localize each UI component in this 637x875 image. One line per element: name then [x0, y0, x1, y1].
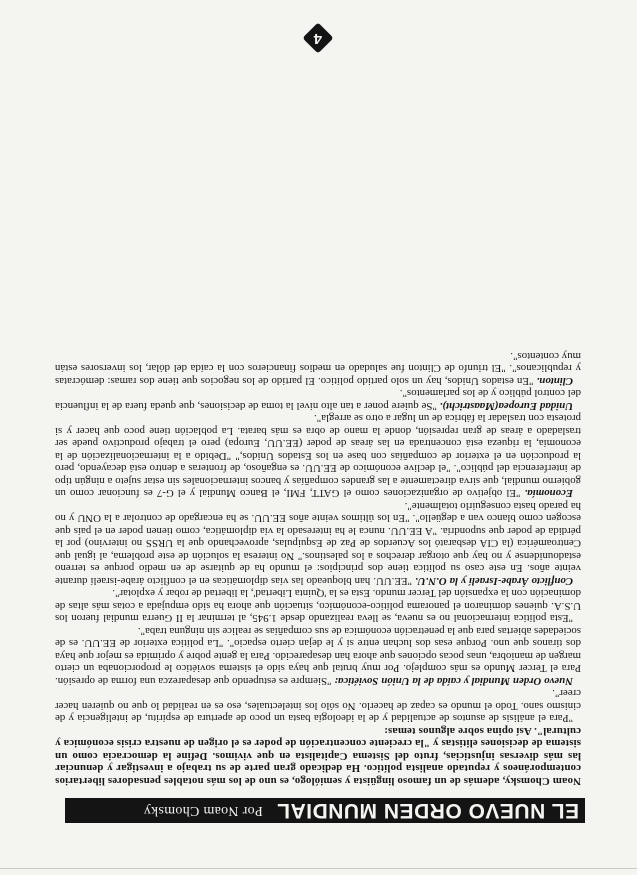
paragraph-lead: Economía.: [524, 487, 573, 500]
paragraph-lead: Clinton.: [536, 375, 573, 387]
article-paragraph: [55, 587, 581, 625]
paragraph-text: "EE.UU. han bloqueado las vías diplomáticas en el conflicto árabe-israelí durante veinte años. En este caso su política tiene dos principios: el mundo ha de quitarse de en medio porque es terreno estadounidense y no hay que otorgar derechos a los palestinos." No interesa la solución de este problema, al igual que Centroamérica (la CIA desbarató los Acuerdos de Paz de Esquipulas, aprovechando que la URSS no intervino) por la pérdida de poder que supondría. "A EE.UU. nunca le ha interesado la vía diplomática, como tienen poder en el país que escogen como blanco van a degüello". "En los últimos veinte años EE.UU. se ha encargado de controlar a la ONU y no ha parado hasta conseguirlo totalmente".: [55, 500, 581, 587]
page-number: 4: [314, 30, 323, 47]
article-paragraph: [55, 687, 581, 725]
paragraph-text: "Se quiere poner a tan alto nivel la toma de decisiones, que queda fuera de la influencia del control público y de los parlamentos".: [55, 387, 581, 412]
article-paragraph: [55, 500, 581, 588]
page-edge-line: [0, 868, 637, 869]
article-paragraph: [55, 412, 581, 500]
paragraph-text: "El objetivo de organizaciones como el GATT, FMI, el Banco Mundial y el G-7 es funcionar como un gobierno mundial, que sirva directamente a las grandes compañías y bancos internacionales sin estar sujeto a ningún tipo de interferencia del público". "el declive económico de EE.UU. es engañoso, de fronteras a dentro está decayendo, pero la producción en el exterior de compañías con base en los Estados Unidos," "Debido a la internacionalización de la economía, la riqueza está concentrada en las áreas de poder (EE.UU, Europa) pero el trabajo productivo puede ser trasladado a áreas de gran represión, donde la mano de obra es más barata. La población tiene poco que hacer y si protesta con trasladar la fábrica de un lugar a otro se arregla".: [55, 412, 581, 500]
paragraph-text: "Esta política internacional no es nueva, se lleva realizando desde 1.945, al terminar la II Guerra mundial fueron los U.S.A. quienes dominaron el panorama político-económico, situación que ahora ha sido empujada a cotas más altas de dominación con la expansión del Tercer mundo. Esta es la 'Quinta Libertad', la libertad de robar y explotar".: [55, 587, 581, 625]
article-intro: Noam Chomsky, además de un famoso lingüista y semiólogo, es uno de los más notables pensadores libertarios contemporáneos y reputado analista político. Ha dedicado gran parte de su trabajo a investigar y denunciar las más diversas injusticias, fruto del Sistema Capitalista en que vivimos. Define la democracia como un sistema de decisiones elitistas y "la creciente concentración de poder es el origen de nuestra crisis económica y cultural". Así opina sobre algunos temas:: [55, 725, 581, 787]
article-paragraph: [55, 350, 581, 388]
article-title: EL NUEVO ORDEN MUNDIAL: [276, 799, 579, 823]
paragraph-lead: Conflicto Árabe-Israelí y la O.N.U.: [414, 575, 573, 587]
article-body: [55, 52, 581, 787]
paragraph-text: "En estados Unidos, hay un solo partido político. El partido de los negocios que tiene dos ramas: demócratas y republicanos". "El triunfo de Clinton fue saludado en medios financieros con la caída del dólar, los inversores están muy contentos".: [55, 350, 581, 387]
article-paragraph: [55, 387, 581, 412]
paragraph-text: "Para el análisis de asuntos de actualidad y de la ideología basta un poco de apertura de espíritu, de inteligencia y de cinismo sano. Todo el mundo es capaz de hacerlo. No sólo los intelectuales, eso es en realidad lo que no quieren hacer creer".: [55, 687, 581, 725]
paragraph-lead: Nuevo Orden Mundial y caída de la Unión Soviética:: [334, 675, 573, 687]
article-paragraph: [55, 625, 581, 688]
article-byline: Por Noam Chomsky: [143, 803, 263, 819]
article-header-banner: [65, 798, 585, 823]
paragraph-lead: Unidad Europea(Maastricht).: [439, 400, 573, 412]
page-number-badge: [0, 27, 637, 49]
page-number-diamond: [303, 22, 334, 53]
paragraph-text: "Siempre es estupendo que desaparezca una forma de opresión. Para el Tercer Mundo es más complejo. Por muy brutal que haya sido el sistema soviético le proporcionaba un cierto margen de maniobra, unas pocas opciones que ahora han desaparecido. Para la gente pobre y oprimida es mejor que haya dos tiranos que uno. Porque esas dos luchan entre sí y le dejan cierto espacio". "La política exterior de EE.UU. es de sociedades abiertas para que la penetración económica de sus compañías se realice sin ninguna traba".: [55, 625, 581, 687]
